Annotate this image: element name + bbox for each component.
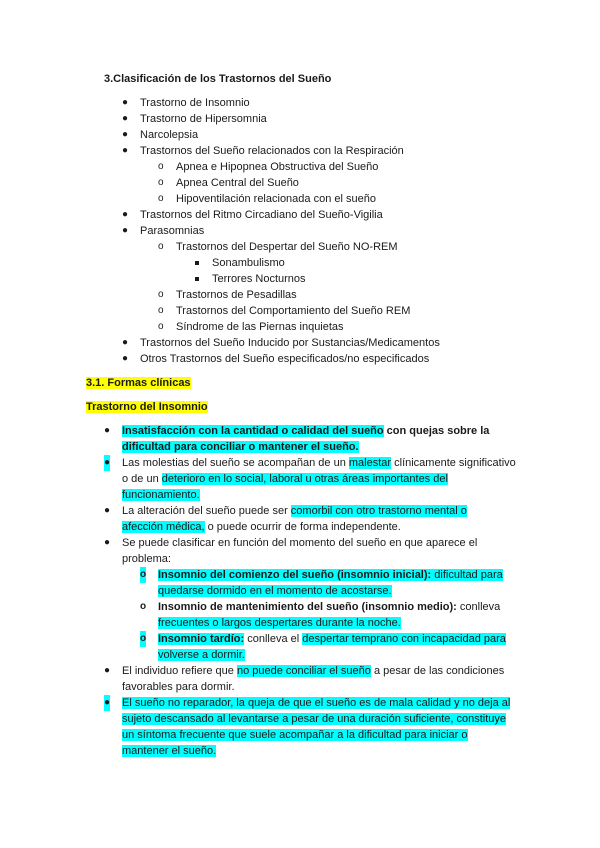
bullet-dot: ● — [104, 665, 111, 676]
paragraph-line: funcionamiento. — [122, 489, 200, 501]
bullet-circle: o — [140, 601, 147, 612]
paragraph-line: Insomnio del comienzo del sueño (insomnio inicial): dificultad para — [158, 569, 503, 581]
subsublist-item: Terrores Nocturnos — [212, 273, 306, 285]
bullet-dot: ● — [104, 425, 111, 436]
paragraph-line: mantener el sueño. — [122, 745, 217, 757]
paragraph-line: Se puede clasificar en función del momento del sueño en que aparece el — [122, 537, 478, 549]
sublist-item: Trastornos del Despertar del Sueño NO-REM — [176, 241, 398, 253]
list-item: Trastornos del Sueño relacionados con la Respiración — [140, 145, 404, 157]
sublist-item: Síndrome de las Piernas inquietas — [176, 321, 344, 333]
section-title: 3.1. Formas clínicas — [86, 377, 191, 389]
paragraph-line: La alteración del sueño puede ser comorbil con otro trastorno mental o — [122, 505, 467, 517]
bullet-circle: o — [140, 567, 146, 583]
list-item: Trastorno de Insomnio — [140, 97, 250, 109]
paragraph-line: favorables para dormir. — [122, 681, 235, 693]
bullet-circle: o — [158, 305, 164, 316]
paragraph-line: El individuo refiere que no puede conciliar el sueño a pesar de las condiciones — [122, 665, 505, 677]
paragraph-line: Insomnio tardío: conlleva el despertar temprano con incapacidad para — [158, 633, 506, 645]
bullet-dot: ● — [104, 695, 110, 711]
list-item: Narcolepsia — [140, 129, 199, 141]
bullet-square — [195, 255, 199, 271]
list-item: Otros Trastornos del Sueño especificados/no especificados — [140, 353, 430, 365]
bullet-dot: ● — [122, 225, 129, 236]
bullet-circle: o — [158, 321, 164, 332]
bullet-dot: ● — [122, 145, 129, 156]
bullet-dot: ● — [122, 129, 129, 140]
list-item: Trastorno de Hipersomnia — [140, 113, 267, 125]
bullet-dot: ● — [122, 209, 129, 220]
paragraph-line: dificultad para conciliar o mantener el sueño. — [122, 441, 359, 453]
paragraph-line: sujeto descansado al levantarse a pesar de una duración suficiente, constituye — [122, 713, 507, 725]
paragraph-line: Insatisfacción con la cantidad o calidad del sueño con quejas sobre la — [122, 425, 490, 437]
bullet-dot: ● — [104, 455, 110, 471]
paragraph-line: problema: — [122, 553, 171, 565]
paragraph-line: Las molestias del sueño se acompañan de un malestar clínicamente significativo — [122, 457, 516, 469]
paragraph-line: Insomnio de mantenimiento del sueño (insomnio medio): conlleva — [158, 601, 501, 613]
bullet-circle: o — [158, 193, 164, 204]
bullet-circle: o — [140, 631, 146, 647]
paragraph-line: un síntoma frecuente que suele acompañar a la dificultad para iniciar o — [122, 729, 468, 741]
bullet-dot: ● — [122, 113, 129, 124]
sublist-item: Apnea Central del Sueño — [176, 177, 299, 189]
list-item: Parasomnias — [140, 225, 205, 237]
list-item: Trastornos del Ritmo Circadiano del Sueño-Vigilia — [140, 209, 383, 221]
paragraph-line: afección médica, o puede ocurrir de forma independente. — [122, 521, 401, 533]
section-heading: 3.Clasificación de los Trastornos del Sueño — [104, 73, 332, 85]
sublist-item: Hipoventilación relacionada con el sueño — [176, 193, 376, 205]
bullet-square — [195, 271, 199, 287]
subsublist-item: Sonambulismo — [212, 257, 285, 269]
sublist-item: Apnea e Hipopnea Obstructiva del Sueño — [176, 161, 379, 173]
bullet-circle: o — [158, 177, 164, 188]
paragraph-line: El sueño no reparador, la queja de que el sueño es de mala calidad y no deja al — [122, 697, 511, 709]
paragraph-line: frecuentes o largos despertares durante la noche. — [158, 617, 401, 629]
paragraph-line: o de un deterioro en lo social, laboral u otras áreas importantes del — [122, 473, 448, 485]
bullet-dot: ● — [122, 353, 129, 364]
bullet-circle: o — [158, 289, 164, 300]
bullet-circle: o — [158, 241, 164, 252]
sublist-item: Trastornos de Pesadillas — [176, 289, 297, 301]
bullet-dot: ● — [104, 537, 111, 548]
paragraph-line: volverse a dormir. — [158, 649, 245, 661]
subsection-title: Trastorno del Insomnio — [86, 401, 208, 413]
bullet-dot: ● — [104, 505, 111, 516]
list-item: Trastornos del Sueño Inducido por Sustancias/Medicamentos — [140, 337, 440, 349]
sublist-item: Trastornos del Comportamiento del Sueño REM — [176, 305, 411, 317]
bullet-dot: ● — [122, 337, 129, 348]
bullet-dot: ● — [122, 97, 129, 108]
paragraph-line: quedarse dormido en el momento de acostarse. — [158, 585, 392, 597]
bullet-circle: o — [158, 161, 164, 172]
